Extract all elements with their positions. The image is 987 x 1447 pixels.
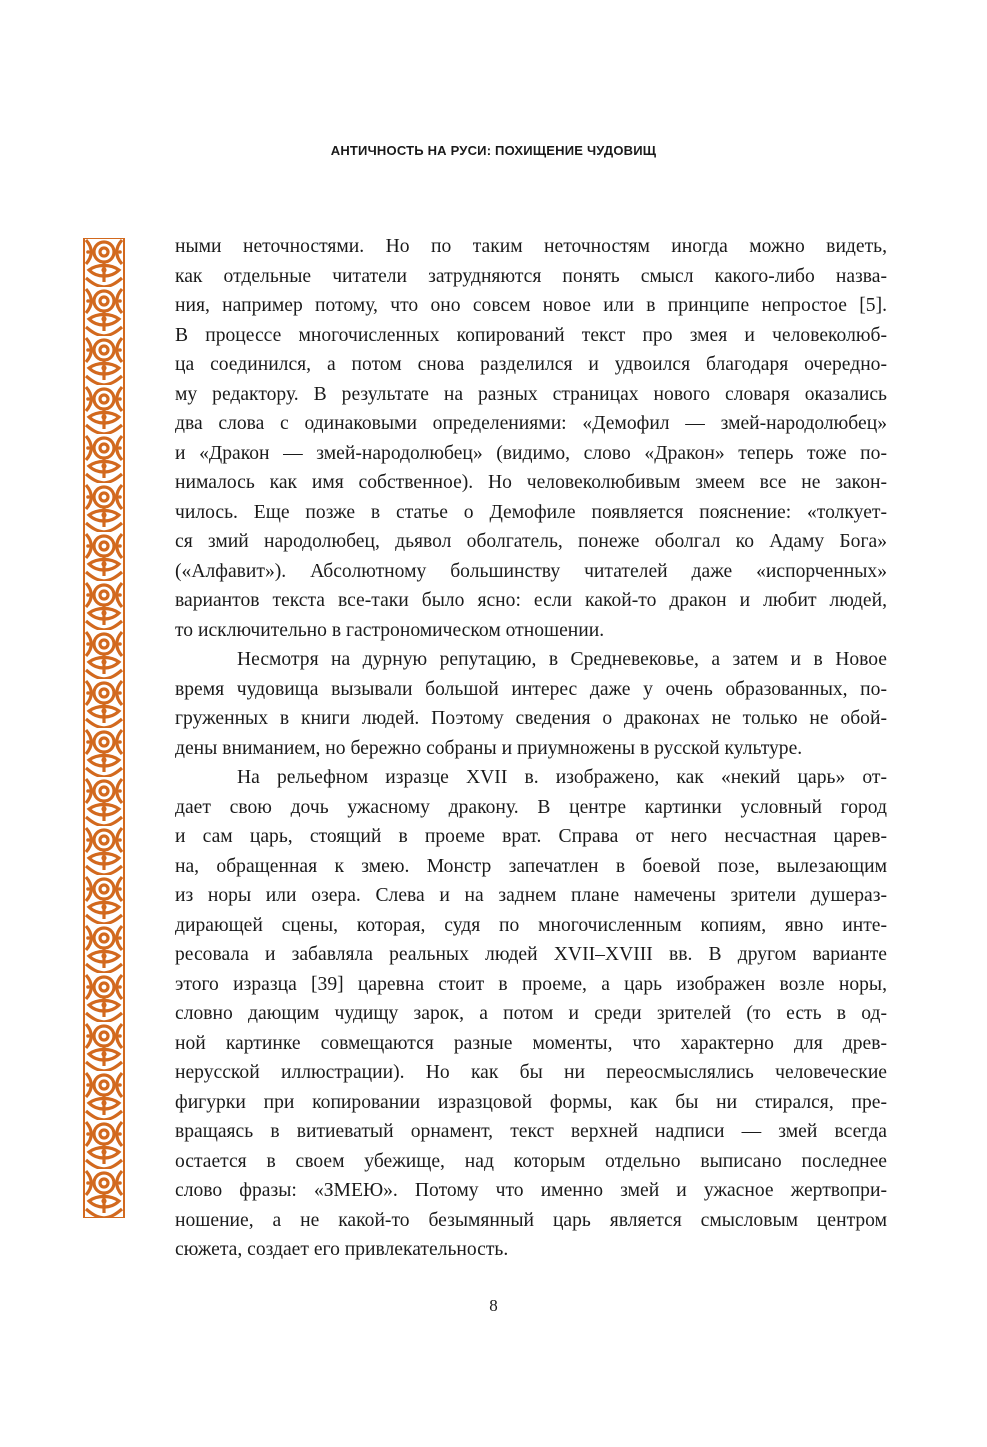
- paragraph: [175, 232, 887, 645]
- paragraph: [175, 763, 887, 1265]
- text-line: му редактору. В результате на разных страницах нового словаря оказались: [175, 383, 887, 405]
- text-line: вариантов текста все-таки было ясно: если какой-то дракон и любит людей,: [175, 590, 887, 611]
- text-line: груженных в книги людей. Поэтому сведения о драконах не только не обой-: [175, 708, 887, 729]
- text-line: то исключительно в гастрономическом отношении.: [175, 619, 605, 641]
- text-line: дены вниманием, но бережно собраны и приумножены в русской культуре.: [175, 737, 803, 759]
- text-line: как отдельные читатели затрудняются понять смысл какого-либо назва-: [175, 265, 887, 287]
- text-line: словно дающим чудищу зарок, а потом и среди зрителей (то есть в од-: [175, 1003, 887, 1024]
- text-line: нерусской иллюстрации). Но как бы ни переосмыслялись человеческие: [175, 1062, 887, 1083]
- text-line: время чудовища вызывали большой интерес даже у очень образованных, по-: [175, 678, 887, 700]
- text-line: В процессе многочисленных копирований текст про змея и человеколюб-: [175, 324, 887, 346]
- text-line: ся змий народолюбец, дьявол оболгатель, понеже оболгал ко Адаму Бога»: [175, 531, 887, 552]
- text-line: слово фразы: «ЗМЕЮ». Потому что именно змей и ужасное жертвопри-: [175, 1180, 887, 1201]
- text-line: («Алфавит»). Абсолютному большинству читателей даже «испорченных»: [175, 560, 887, 582]
- text-line: ными неточностями. Но по таким неточностям иногда можно видеть,: [175, 236, 887, 257]
- text-line: сюжета, создает его привлекательность.: [175, 1239, 509, 1260]
- text-line: остается в своем убежище, над которым отдельно выписано последнее: [175, 1150, 887, 1172]
- text-line: на, обращенная к змею. Монстр запечатлен в боевой позе, вылезающим: [175, 855, 887, 877]
- text-line: два слова с одинаковыми определениями: «Демофил — змей-народолюбец»: [175, 413, 887, 434]
- running-header: АНТИЧНОСТЬ НА РУСИ: ПОХИЩЕНИЕ ЧУДОВИЩ: [330, 143, 657, 158]
- celtic-knot-border-icon: [83, 238, 125, 1218]
- text-line: чилось. Еще позже в статье о Демофиле появляется пояснение: «толкует-: [175, 501, 887, 523]
- text-line: фигурки при копировании изразцовой формы, как бы ни стирался, пре-: [175, 1091, 887, 1113]
- text-line: и «Дракон — змей-народолюбец» (видимо, слово «Дракон» теперь тоже по-: [175, 442, 887, 464]
- text-line: дирающей сцены, которая, судя по многочисленным копиям, явно инте-: [175, 914, 887, 936]
- text-line: ресовала и забавляла реальных людей XVII–XVIII вв. В другом варианте: [175, 944, 887, 965]
- text-line: дает свою дочь ужасному дракону. В центре картинки условный город: [175, 796, 887, 818]
- text-line: ной картинке совмещаются разные моменты, что характерно для древ-: [175, 1032, 887, 1054]
- text-line: ношение, а не какой-то безымянный царь является смысловым центром: [175, 1209, 887, 1231]
- body-text: [175, 232, 887, 1265]
- text-line: ца соединился, а потом снова разделился и удвоился благодаря очередно-: [175, 354, 887, 375]
- text-line: ния, например потому, что оно совсем новое или в принципе непростое [5].: [175, 295, 887, 316]
- text-line: На рельефном изразце XVII в. изображено, как «некий царь» от-: [237, 767, 887, 788]
- text-line: из норы или озера. Слева и на заднем плане намечены зрители душераз-: [175, 885, 887, 906]
- paragraph: [175, 645, 887, 763]
- page-number: 8: [489, 1296, 498, 1315]
- text-line: этого изразца [39] царевна стоит в проеме, а царь изображен возле норы,: [175, 973, 887, 995]
- text-line: вращаясь в витиеватый орнамент, текст верхней надписи — змей всегда: [175, 1121, 887, 1142]
- text-line: и сам царь, стоящий в проеме врат. Справа от него несчастная царев-: [175, 826, 887, 847]
- text-line: Несмотря на дурную репутацию, в Средневековье, а затем и в Новое: [237, 649, 887, 670]
- text-line: нималось как имя собственное). Но человеколюбивым змеем все не закон-: [175, 472, 887, 493]
